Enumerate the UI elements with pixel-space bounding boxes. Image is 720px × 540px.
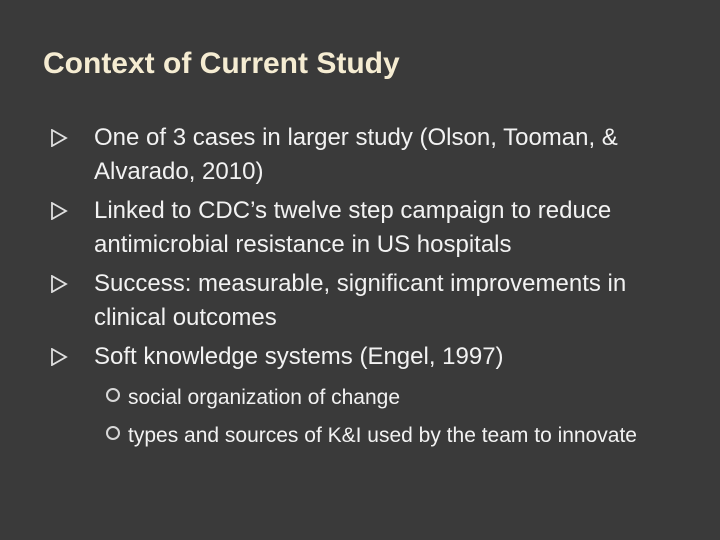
sub-bullet-text: types and sources of K&I used by the team to innovate	[128, 424, 637, 447]
triangle-outline-icon	[50, 348, 68, 366]
sub-bullet-text: social organization of change	[128, 386, 401, 409]
triangle-outline-icon	[50, 275, 68, 293]
bullet-text: Linked to CDC’s twelve step campaign to reduce antimicrobial resistance in US hospitals	[94, 197, 612, 258]
bullet-text: Soft knowledge systems (Engel, 1997)	[94, 343, 504, 370]
bullet-text: Success: measurable, significant improvements in clinical outcomes	[94, 270, 627, 331]
circle-outline-icon	[106, 426, 120, 440]
sub-bullet-item	[103, 420, 693, 451]
circle-outline-icon	[106, 388, 120, 402]
slide-title: Context of Current Study	[43, 47, 400, 80]
bullet-text: One of 3 cases in larger study (Olson, Tooman, & Alvarado, 2010)	[94, 124, 618, 185]
triangle-outline-icon	[50, 202, 68, 220]
sub-bullet-item	[103, 382, 693, 413]
triangle-outline-icon	[50, 129, 68, 147]
